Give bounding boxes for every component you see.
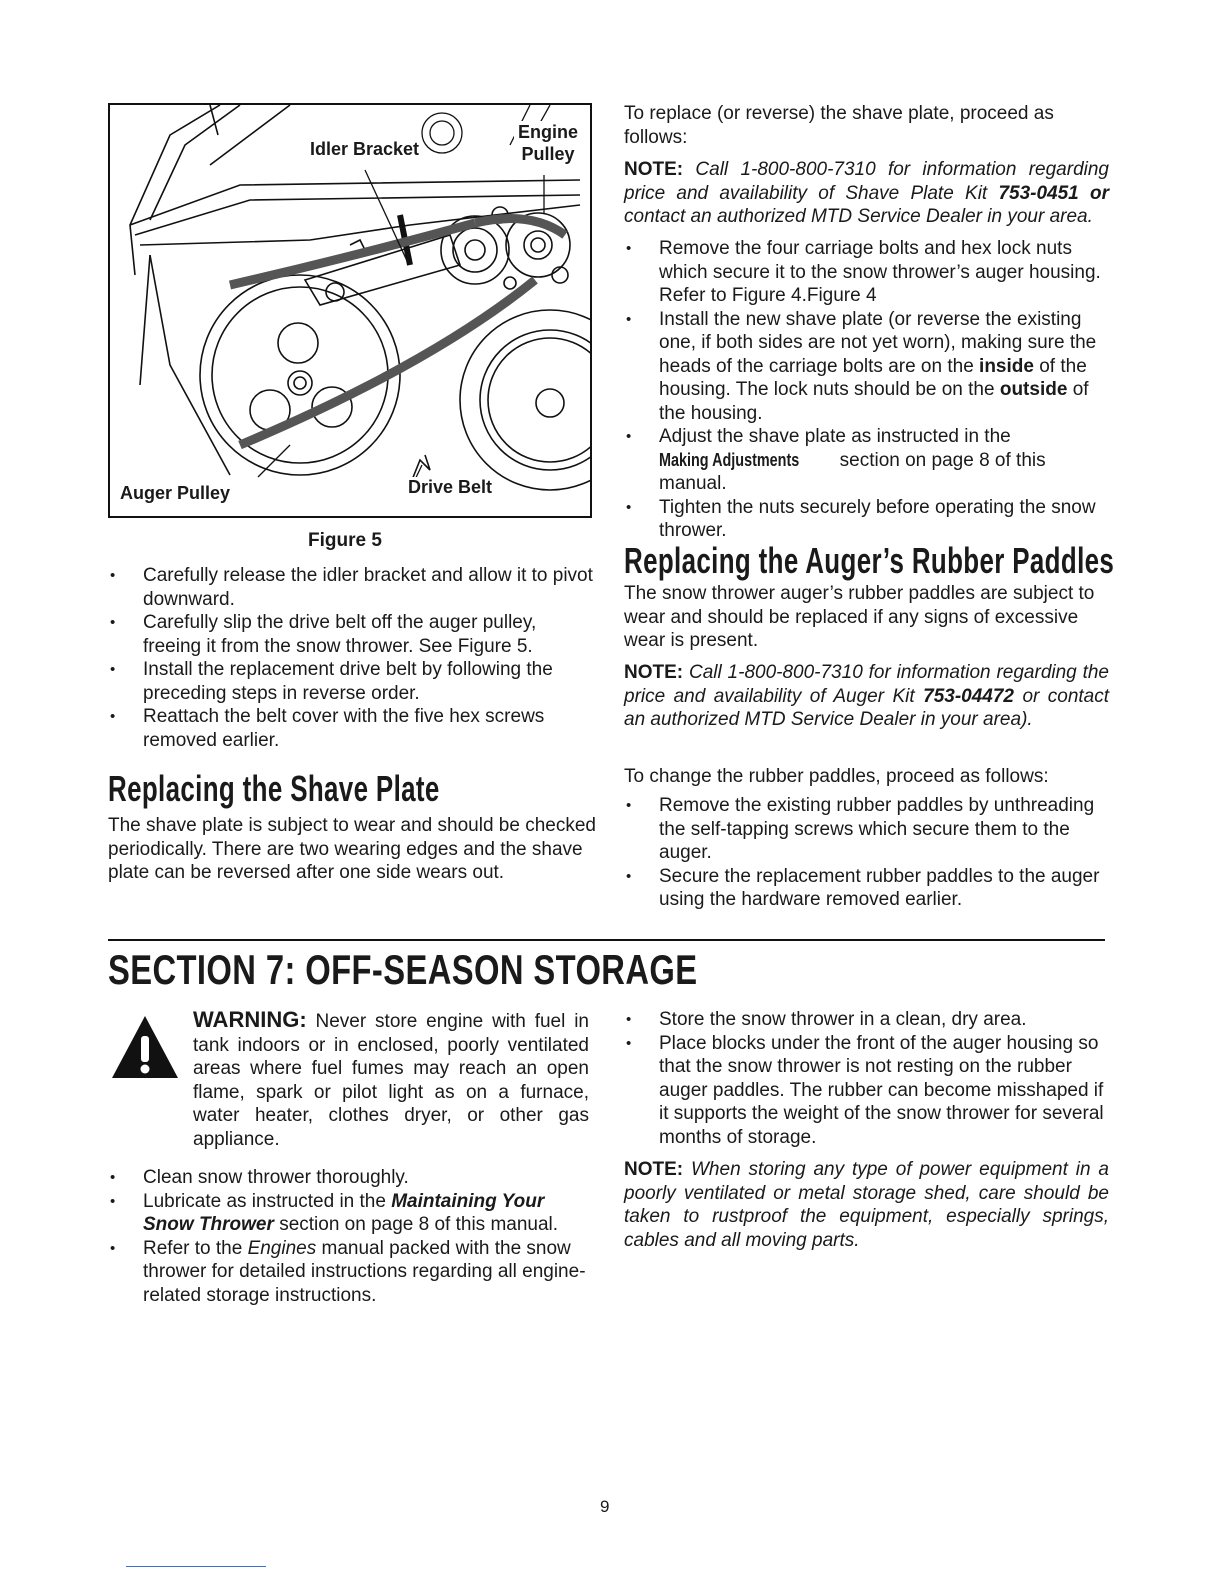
warning-block	[193, 1008, 589, 1151]
paddles-note	[624, 661, 1109, 732]
warning-triangle-icon	[110, 1014, 180, 1080]
paddles-heading: Replacing the Auger’s Rubber Paddles	[624, 540, 1115, 581]
list-item: • Clean snow thrower thoroughly.	[108, 1166, 596, 1190]
list-item: • Carefully release the idler bracket and allow it to pivot downward.	[108, 564, 596, 611]
note-label: NOTE:	[624, 159, 684, 180]
list-item: • Place blocks under the front of the auger housing so that the snow thrower is not resting on the rubber auger paddles. The rubber can become misshaped if it supports the weight of the snow thrower for several months of storage.	[624, 1032, 1109, 1150]
note-text-2: contact an authorized MTD Service Dealer in your area.	[624, 206, 1093, 227]
shave-plate-proceed: To replace (or reverse) the shave plate, proceed as follows:	[624, 103, 1054, 148]
warning-text: Never store engine with fuel in tank indoors or in enclosed, poorly ventilated areas where fuel fumes may reach an open flame, spark or pilot light as on a furnace, water heater, clothes dryer, or other gas appliance.	[193, 1011, 589, 1150]
page-number: 9	[600, 1497, 610, 1516]
bullet-text: Lubricate as instructed in the	[143, 1190, 386, 1212]
bullet-text: manual packed with the snow thrower for detailed instructions regarding all engine-related storage instructions.	[143, 1237, 586, 1306]
figure-label-idler-bracket: Idler Bracket	[310, 139, 420, 159]
inside-emphasis: inside	[979, 355, 1034, 377]
list-item: • Remove the four carriage bolts and hex lock nuts which secure it to the snow thrower’s auger housing. Refer to Figure 4.Figure 4	[624, 237, 1109, 308]
figure-caption: Figure 5	[308, 530, 382, 551]
note-text: Call 1-800-800-7310 for information regarding the price and availability of Auger Kit	[624, 662, 1110, 707]
paddles-heading-wrap	[624, 540, 1224, 582]
shave-plate-heading-wrap	[108, 768, 569, 810]
maintaining-reference: Maintaining Your Snow Thrower	[143, 1190, 545, 1235]
bullet-text: section on page 8 of this manual.	[279, 1214, 559, 1235]
warning-label: WARNING:	[193, 1007, 307, 1032]
auger-kit-number: 753-04472	[923, 685, 1014, 707]
shave-plate-heading: Replacing the Shave Plate	[108, 768, 440, 809]
note-text-2: or contact an authorized MTD Service Dealer in your area).	[624, 685, 1110, 730]
list-item: • Tighten the nuts securely before operating the snow thrower.	[624, 496, 1109, 543]
outside-emphasis: outside	[999, 379, 1068, 400]
list-item	[108, 1237, 596, 1308]
bullet-text: Refer to the	[143, 1237, 243, 1259]
making-adjustments-reference: Making Adjustments	[659, 449, 800, 470]
list-item: • Store the snow thrower in a clean, dry area.	[624, 1008, 1109, 1032]
section-7-heading-wrap	[108, 946, 864, 994]
shave-plate-steps-list	[624, 237, 1109, 543]
list-item: • Secure the replacement rubber paddles to the auger using the hardware removed earlier.	[624, 865, 1109, 912]
engines-reference: Engines	[247, 1237, 317, 1259]
bullet-text: of the housing.	[659, 379, 1089, 424]
list-item: • Carefully slip the drive belt off the auger pulley, freeing it from the snow thrower. See Figure 5.	[108, 611, 596, 658]
list-item	[624, 308, 1109, 426]
figure-5	[108, 103, 592, 518]
note-label: NOTE:	[624, 662, 684, 683]
list-item: • Install the replacement drive belt by following the preceding steps in reverse order.	[108, 658, 596, 705]
belt-steps-list	[108, 564, 596, 752]
paddles-intro: The snow thrower auger’s rubber paddles are subject to wear and should be replaced if any signs of excessive wear is present.	[624, 583, 1095, 651]
note-text: When storing any type of power equipment in a poorly ventilated or metal storage shed, care should be taken to rustproof the equipment, especially springs, cables and all moving parts.	[624, 1159, 1109, 1251]
figure-label-drive-belt: Drive Belt	[408, 477, 493, 497]
shave-plate-intro: The shave plate is subject to wear and should be checked periodically. There are two wearing edges and the shave plate can be reversed after one side wears out.	[108, 815, 596, 883]
link-underline	[126, 1566, 266, 1567]
list-item: • Reattach the belt cover with the five hex screws removed earlier.	[108, 705, 596, 752]
storage-right-list	[624, 1008, 1109, 1149]
note-label: NOTE:	[624, 1159, 684, 1180]
section-divider	[108, 939, 1105, 941]
storage-left-list	[108, 1166, 596, 1307]
note-text: Call 1-800-800-7310 for information regarding price and availability of Shave Plate Kit	[624, 159, 1109, 204]
bullet-text: section on page 8 of this manual.	[659, 449, 1046, 494]
figure-label-auger-pulley: Auger Pulley	[120, 483, 231, 503]
bullet-text: Adjust the shave plate as instructed in the	[659, 426, 1011, 447]
paddles-steps-list	[624, 794, 1109, 912]
bullet-text: Install the new shave plate (or reverse the existing one, if both sides are not yet worn), making sure the heads of the carriage bolts are on the	[659, 308, 1097, 377]
shave-plate-note	[624, 158, 1109, 229]
storage-note	[624, 1158, 1109, 1252]
list-item	[108, 1190, 596, 1237]
list-item	[624, 425, 1109, 496]
figure-label-engine-pulley: Engine Pulley	[514, 121, 582, 165]
section-7-heading: SECTION 7: OFF-SEASON STORAGE	[108, 946, 698, 993]
shave-plate-kit-number: 753-0451 or	[998, 182, 1109, 204]
list-item: • Remove the existing rubber paddles by unthreading the self-tapping screws which secure them to the auger.	[624, 794, 1109, 865]
bullet-text: of the housing. The lock nuts should be on the	[659, 355, 1087, 400]
paddles-proceed: To change the rubber paddles, proceed as follows:	[624, 766, 1049, 787]
drive-belt-diagram	[110, 105, 590, 516]
